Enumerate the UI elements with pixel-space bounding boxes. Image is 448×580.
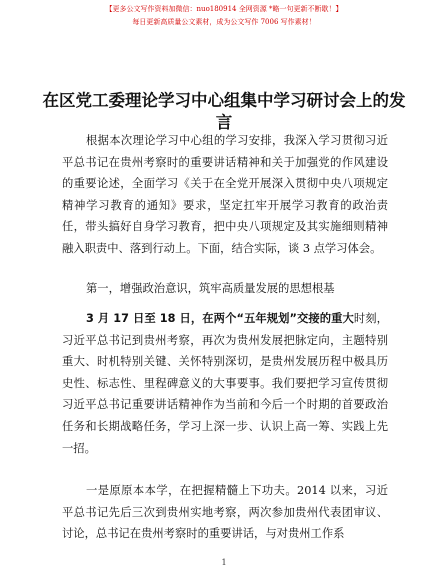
paragraph-section-1 (62, 308, 388, 459)
page-number: 1 (221, 558, 227, 567)
paragraph-rest: 时刻，习近平总书记到贵州考察，再次为贵州发展把脉定向，主题特别重大、时机特别关键、关怀特别深切，是贵州发展历程中极具历史性、标志性、里程碑意义的大事要事。我们要把学习宣传贯彻习近平总书记重要讲话精神作为当前和今后一个时期的首要政治任务和长期战略任务，学习上深一步、认识上高一筹、实践上先一招。 (62, 312, 388, 455)
paragraph-intro: 根据本次理论学习中心组的学习安排，我深入学习贯彻习近平总书记在贵州考察时的重要讲话精神和关于加强党的作风建设的重要论述，全面学习《关于在全党开展深入贯彻中央八项规定精神学习教育的通知》要求，坚定扛牢开展学习教育的政治责任，带头搞好自身学习教育，把中央八项规定及其实施细则精神融入职责中、落到行动上。下面，结合实际，谈 3 点学习体会。 (62, 134, 388, 255)
paragraph-bold-lead: 3 月 17 日至 18 日，在两个“五年规划”交接的重大 (86, 312, 354, 325)
banner-line-1: 【更多公文写作资料加微信：nuo180914 全网资源 *略一句更新不断歇！】 (105, 5, 343, 13)
banner-line-2: 每日更新高质量公文素材，成为公文写作 7006 写作素材！ (132, 18, 316, 26)
paragraph-point-1: 一是原原本本学，在把握精髓上下功夫。2014 以来，习近平总书记先后三次到贵州实地考察，两次参加贵州代表团审议、讨论，总书记在贵州考察时的重要讲话，与对贵州工作系 (62, 484, 388, 541)
section-heading-1: 第一，增强政治意识，筑牢高质量发展的思想根基 (86, 282, 335, 295)
document-title: 在区党工委理论学习中心组集中学习研讨会上的发言 (42, 91, 406, 132)
